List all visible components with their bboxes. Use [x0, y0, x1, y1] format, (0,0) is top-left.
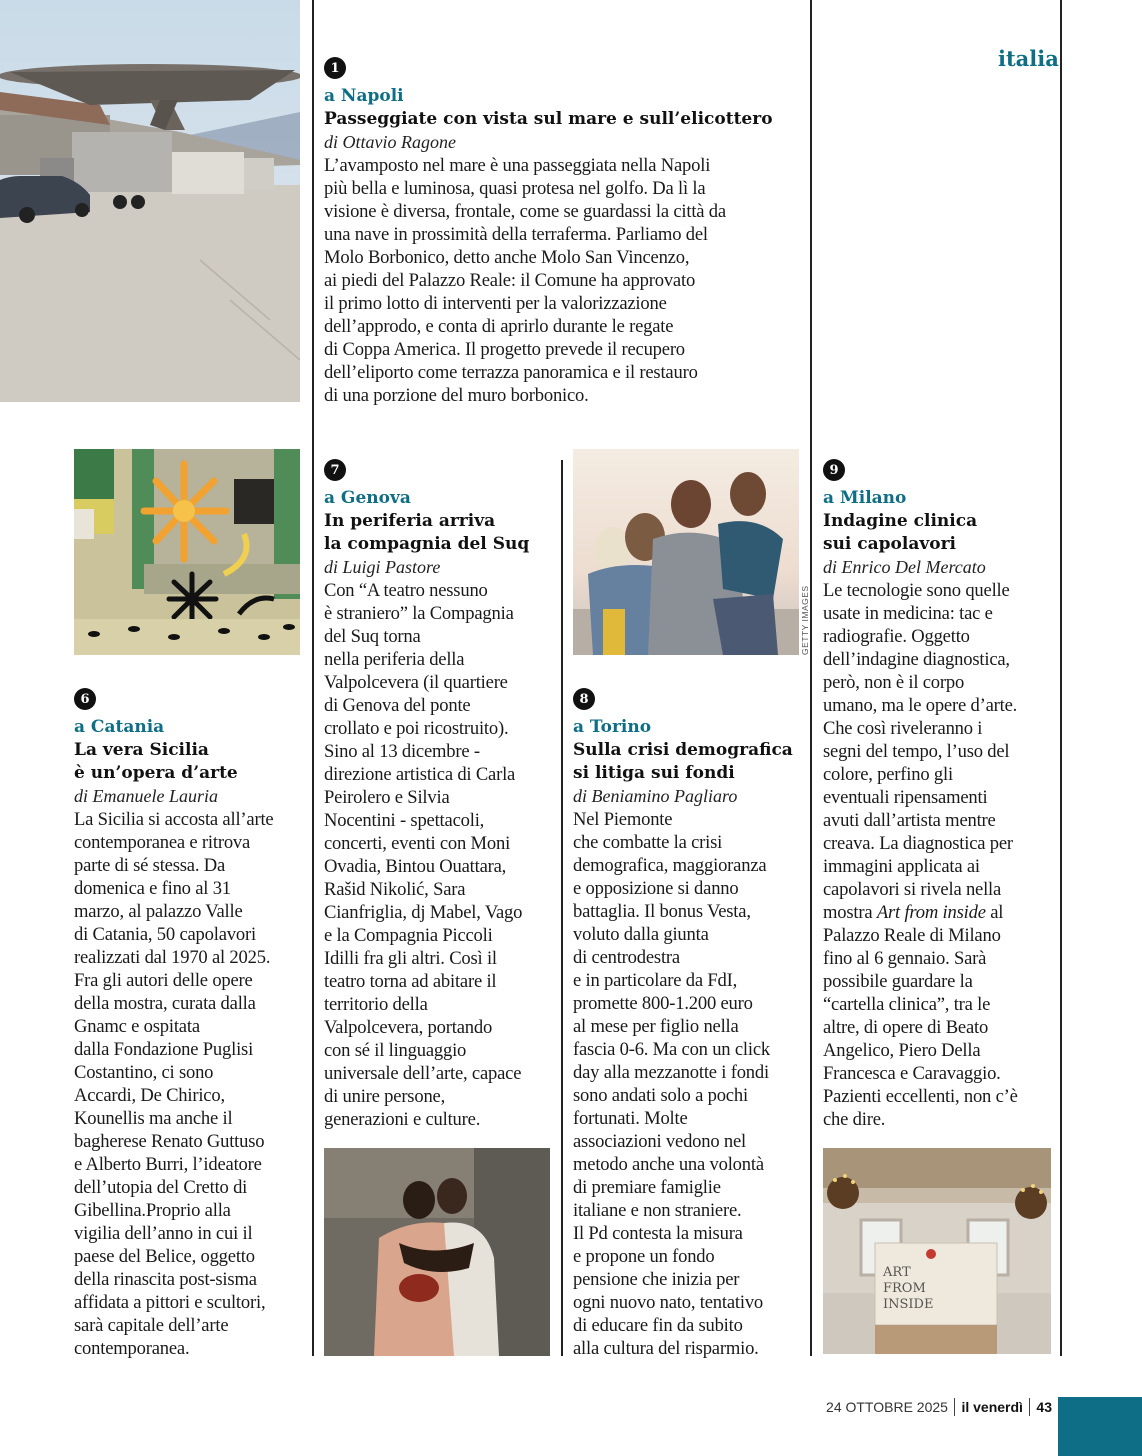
article-body-part: al Palazzo Reale di Milano fino al 6 gennaio. Sarà possibile guardare la “cartella clinica”, tra le altre, di opere di Beato Angelico, Piero Della Francesca e Caravaggio. Pazienti eccellenti, non c’è che dire.	[823, 902, 1018, 1130]
photo-credit: GETTY IMAGES	[800, 585, 810, 655]
article-milano	[823, 459, 1057, 1131]
article-byline: di Beniamino Pagliaro	[573, 786, 738, 806]
article-napoli	[324, 57, 804, 407]
article-city: a Milano	[823, 488, 907, 508]
article-city: a Torino	[573, 717, 652, 737]
catania-painting	[74, 449, 300, 655]
page-number: 43	[1036, 1399, 1052, 1415]
column-rule	[561, 460, 563, 1356]
article-body	[823, 579, 1057, 1131]
article-body: Nel Piemonte che combatte la crisi demografica, maggioranza e opposizione si danno battaglia. Il bonus Vesta, voluto dalla giunta di centrodestra e in particolare da FdI, promette 800-1.200 euro al mese per figlio nella fascia 0-6. Ma con un click day alla mezzanotte i fondi sono andati solo a pochi fortunati. Molte associazioni vedono nel metodo anche una volontà di premiare famiglie italiane e non straniere. Il Pd contesta la misura e propone un fondo pensione che inizia per ogni nuovo nato, tentativo di educare fin da subito alla cultura del risparmio.	[573, 809, 770, 1359]
article-number-badge: 6	[74, 688, 96, 710]
genova-photo	[324, 1148, 550, 1356]
article-city: a Catania	[74, 717, 165, 737]
article-headline: La vera Sicilia è un’opera d’arte	[74, 740, 238, 783]
column-rule	[312, 0, 314, 1356]
article-headline: Passeggiate con vista sul mare e sull’elicottero	[324, 109, 773, 129]
article-headline: Indagine clinica sui capolavori	[823, 511, 978, 554]
article-byline: di Luigi Pastore	[324, 557, 441, 577]
article-number-badge: 9	[823, 459, 845, 481]
article-headline: In periferia arriva la compagnia del Suq	[324, 511, 530, 554]
milano-photo	[823, 1148, 1051, 1354]
article-city: a Napoli	[324, 86, 404, 106]
footer-divider	[1029, 1398, 1031, 1416]
magazine-name: il venerdì	[961, 1399, 1023, 1415]
exhibition-title: Art from inside	[876, 902, 986, 923]
article-body: L’avamposto nel mare è una passeggiata nella Napoli più bella e luminosa, quasi protesa nel golfo. Da lì la visione è diversa, frontale, come se guardassi la città da una nave in prossimità della terraferma. Parliamo del Molo Borbonico, detto anche Molo San Vincenzo, ai piedi del Palazzo Reale: il Comune ha approvato il primo lotto di interventi per la valorizzazione dell’approdo, e conta di aprirlo durante le regate di Coppa America. Il progetto prevede il recupero dell’eliporto come terrazza panoramica e il restauro di una porzione del muro borbonico.	[324, 155, 726, 406]
article-byline: di Ottavio Ragone	[324, 132, 456, 152]
svg-text:INSIDE: INSIDE	[883, 1297, 934, 1312]
article-body: Con “A teatro nessuno è straniero” la Compagnia del Suq torna nella periferia della Valpolcevera (il quartiere di Genova del ponte crollato e poi ricostruito). Sino al 13 dicembre - direzione artistica di Carla Peirolero e Silvia Nocentini - spettacoli, concerti, eventi con Moni Ovadia, Bintou Ouattara, Rašid Nikolić, Sara Cianfriglia, dj Mabel, Vago e la Compagnia Piccoli Idilli fra gli altri. Così il teatro torna ad abitare il territorio della Valpolcevera, portando con sé il linguaggio universale dell’arte, capace di unire persone, generazioni e culture.	[324, 580, 523, 1130]
article-genova	[324, 459, 558, 1131]
article-byline: di Enrico Del Mercato	[823, 557, 986, 577]
article-number-badge: 1	[324, 57, 346, 79]
column-rule	[810, 0, 812, 1356]
article-city: a Genova	[324, 488, 411, 508]
article-body-part: Le tecnologie sono quelle usate in medicina: tac e radiografie. Oggetto dell’indagine diagnostica, però, non è il corpo umano, ma le opere d’arte. Che così riveleranno i segni del tempo, l’uso del colore, perfino gli eventuali ripensamenti avuti dall’artista mentre creava. La diagnostica per immagini applicata ai capolavori si rivela nella mostra	[823, 580, 1018, 923]
svg-text:FROM: FROM	[883, 1281, 926, 1296]
article-catania	[74, 688, 308, 1360]
section-label: italia	[998, 46, 1059, 71]
article-headline: Sulla crisi demografica si litiga sui fondi	[573, 740, 793, 783]
article-body: La Sicilia si accosta all’arte contemporanea e ritrova parte di sé stessa. Da domenica e fino al 31 marzo, al palazzo Valle di Catania, 50 capolavori realizzati dal 1970 al 2025. Fra gli autori delle opere della mostra, curata dalla Gnamc e ospitata dalla Fondazione Puglisi Costantino, ci sono Accardi, De Chirico, Kounellis ma anche il bagherese Renato Guttuso e Alberto Burri, l’ideatore dell’utopia del Cretto di Gibellina.Proprio alla vigilia dell’anno in cui il paese del Belice, oggetto della rinascita post-sisma affidata a pittori e scultori, sarà capitale dell’arte contemporanea.	[74, 809, 274, 1359]
article-number-badge: 7	[324, 459, 346, 481]
article-torino	[573, 688, 809, 1360]
svg-text:ART: ART	[883, 1265, 911, 1280]
page-corner-tab	[1058, 1397, 1142, 1456]
napoli-photo	[0, 0, 300, 402]
column-rule	[1060, 0, 1062, 1356]
issue-date: 24 OTTOBRE 2025	[826, 1399, 948, 1415]
article-number-badge: 8	[573, 688, 595, 710]
article-byline: di Emanuele Lauria	[74, 786, 218, 806]
footer-divider	[954, 1398, 956, 1416]
page-footer	[826, 1398, 1052, 1416]
torino-photo	[573, 449, 799, 655]
